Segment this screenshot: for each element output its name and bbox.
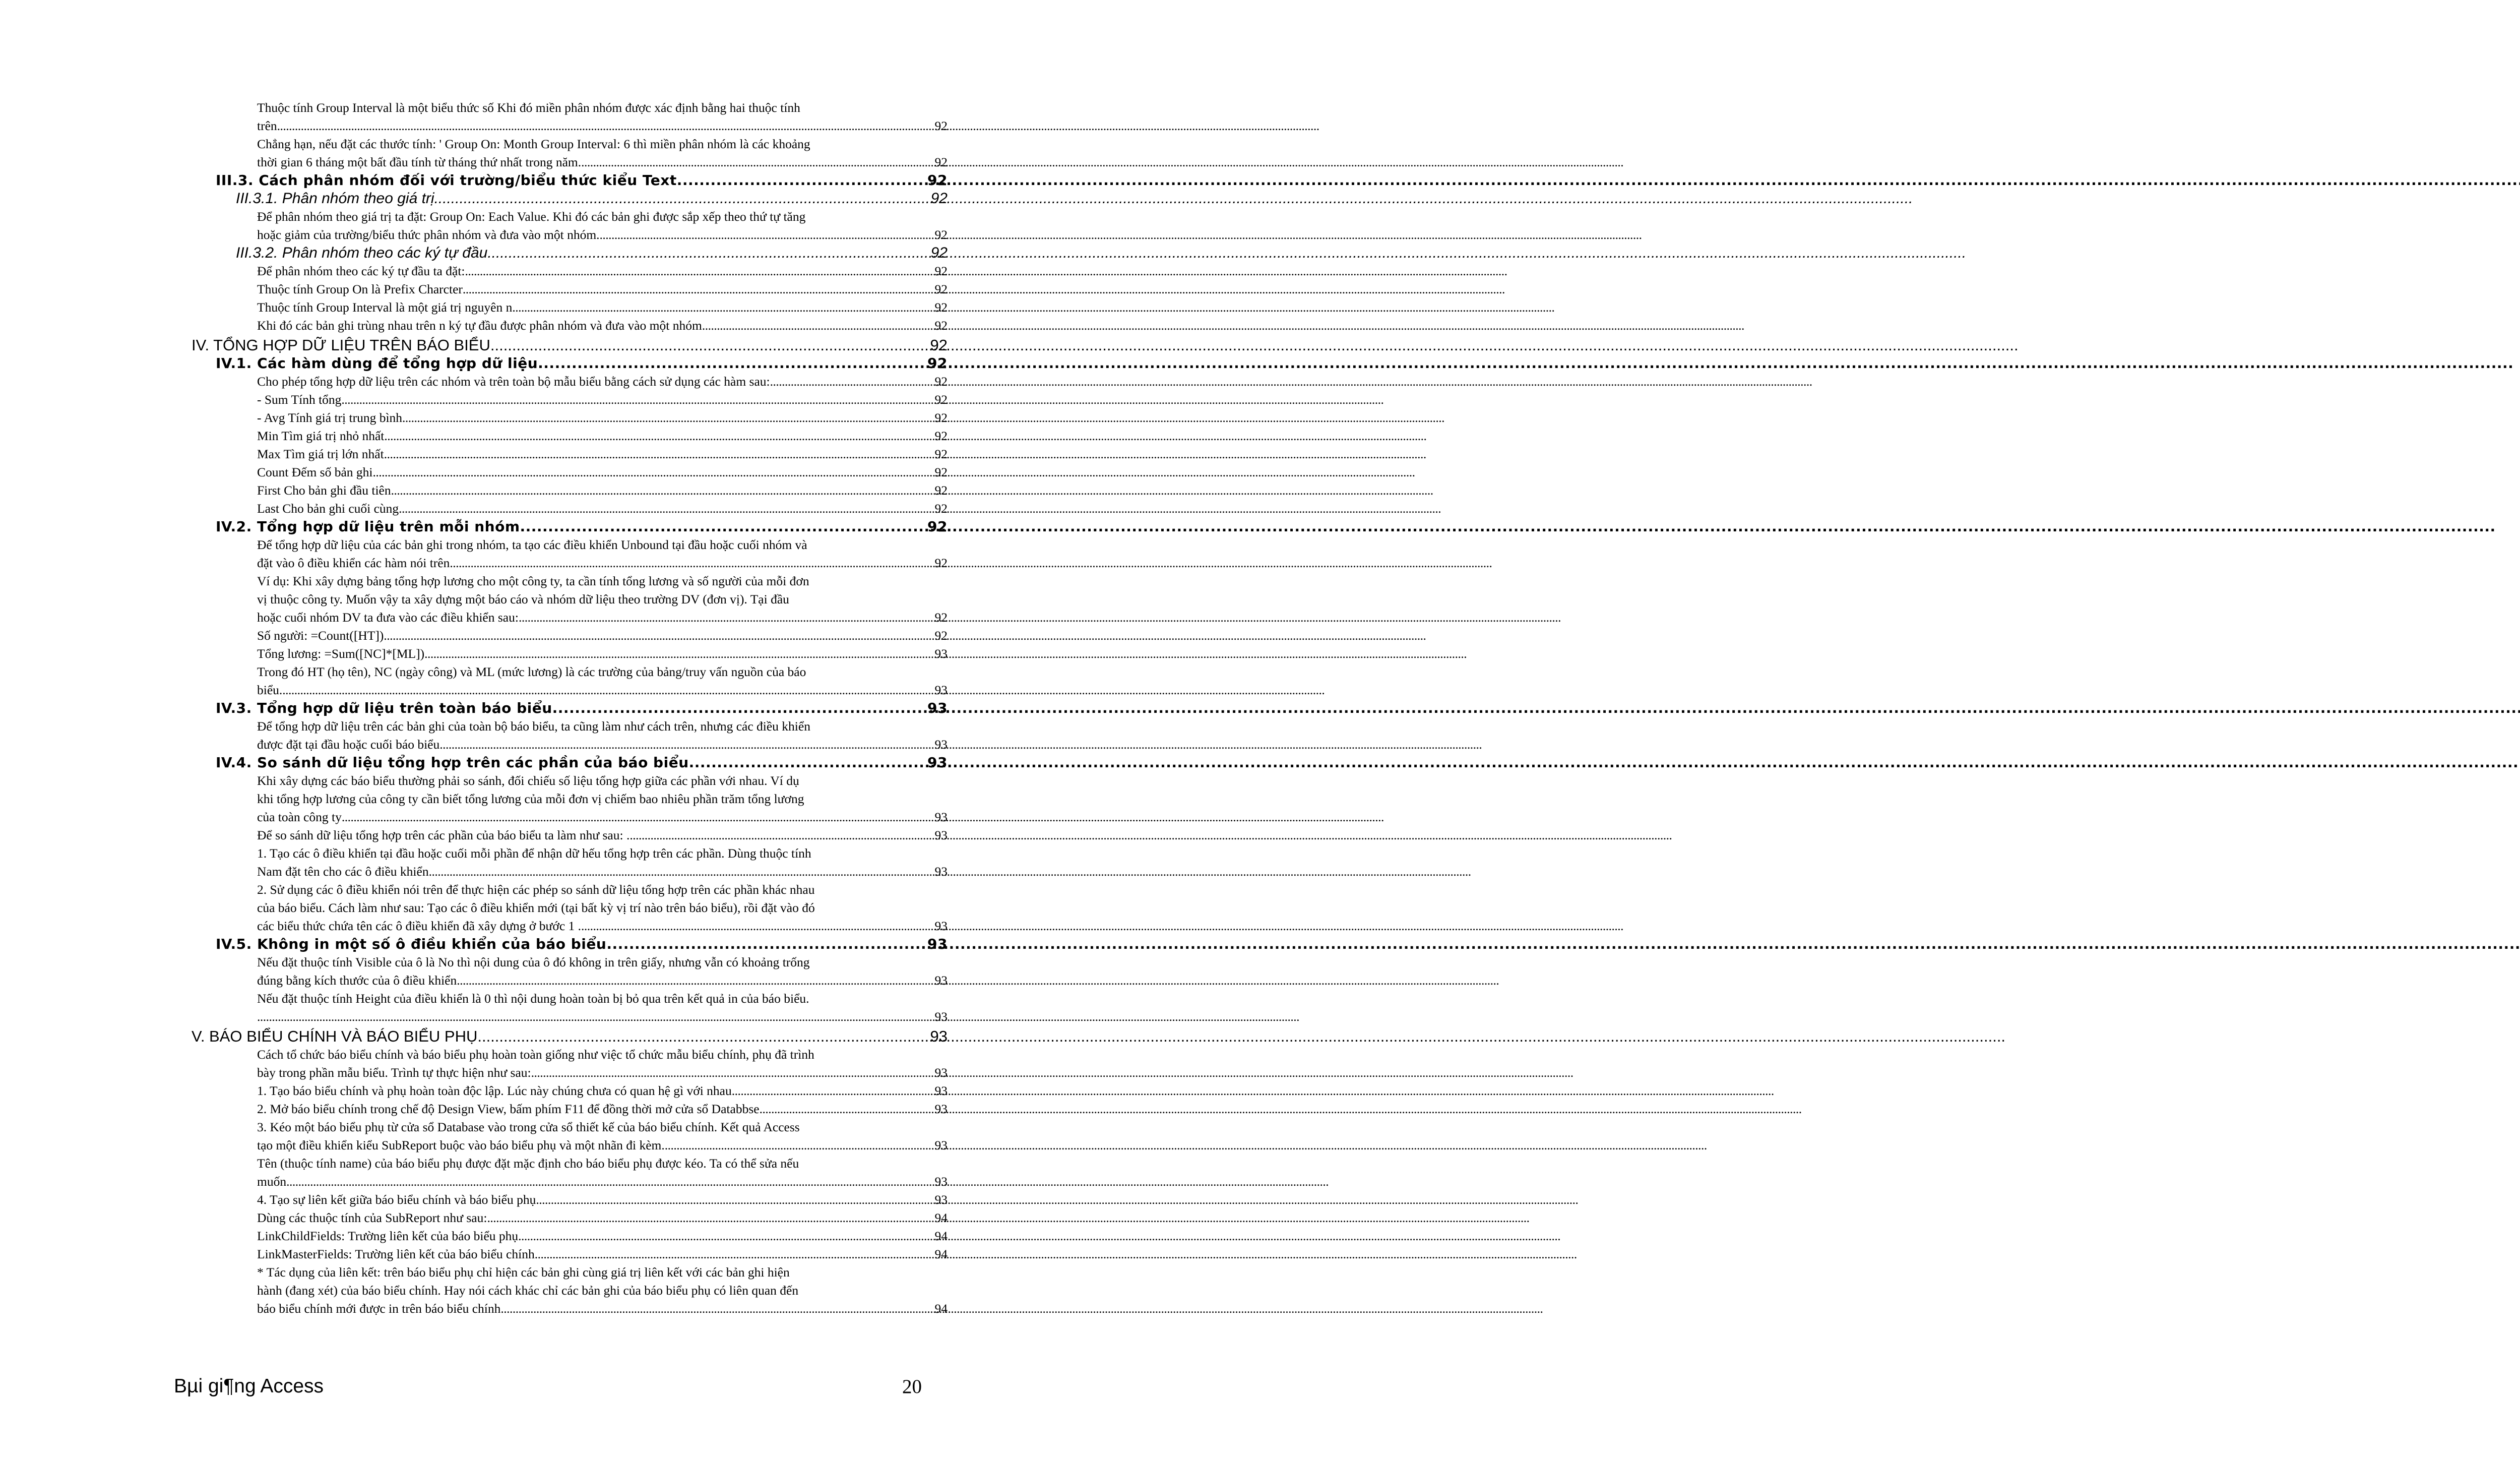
toc-entry-text: đúng bằng kích thước của ô điều khiển: [257, 973, 457, 988]
toc-entry-text: Khi đó các bản ghi trùng nhau trên n ký tự đầu được phân nhóm và đưa vào một nhóm: [257, 318, 702, 333]
dot-leader: [487, 1209, 934, 1227]
toc-page-number: 93: [934, 1065, 948, 1080]
toc-entry: [192, 754, 948, 772]
toc-page-number: 92: [930, 336, 948, 354]
toc-entry: [192, 935, 948, 953]
dot-leader: [518, 1227, 934, 1245]
toc-page-number: 92: [934, 282, 948, 296]
toc-entry-text: hoặc cuối nhóm DV ta đưa vào các điều khiển sau:: [257, 610, 519, 625]
toc-entry-text: của báo biểu. Cách làm như sau: Tạo các ô điều khiển mới (tại bất kỳ vị trí nào trên báo biểu), rồi đặt vào đó: [257, 900, 815, 915]
toc-page-number: 92: [927, 355, 948, 372]
dot-leader: [439, 736, 934, 754]
dot-leader: [581, 153, 934, 171]
toc-entry-text: IV.1. Các hàm dùng để tổng hợp dữ liệu: [216, 355, 538, 372]
dot-leader: [531, 1064, 935, 1082]
dot-leader: [341, 391, 934, 409]
toc-page-number: 92: [934, 556, 948, 570]
toc-entry-text: báo biểu chính mới được in trên báo biểu chính: [257, 1301, 501, 1316]
toc-entry-text: Cho phép tổng hợp dữ liệu trên các nhóm và trên toàn bộ mẫu biểu bằng cách sử dụng các hàm sau:: [257, 374, 770, 389]
toc-entry-text: Dùng các thuộc tính của SubReport như sau:: [257, 1210, 487, 1225]
toc-page-number: 93: [934, 973, 948, 988]
dot-leader: [600, 226, 935, 244]
dot-leader: [536, 1191, 934, 1209]
dot-leader: [277, 117, 935, 135]
toc-entry: [192, 409, 948, 427]
toc-page-number: 92: [934, 264, 948, 278]
dot-leader: [535, 1245, 935, 1263]
toc-page-number: 92: [934, 447, 948, 461]
toc-page-number: 93: [934, 1083, 948, 1098]
toc-entry-text: Trong đó HT (họ tên), NC (ngày công) và ML (mức lương) là các trường của bảng/truy vấn nguồn của báo: [257, 664, 806, 679]
toc-entry: [192, 699, 948, 717]
toc-entry: [192, 373, 948, 391]
toc-entry-text: Chẳng hạn, nếu đặt các thước tính: ' Group On: Month Group Interval: 6 thì miền phân nhóm là các khoảng: [257, 137, 810, 151]
toc-entry-text: Tên (thuộc tính name) của báo biểu phụ được đặt mặc định cho báo biểu phụ được kéo. Ta có thể sửa nếu: [257, 1156, 799, 1171]
toc-page-number: 92: [934, 392, 948, 407]
toc-entry-text: 3. Kéo một báo biểu phụ từ cửa sổ Database vào trong cửa sổ thiết kế của báo biểu chính. Kết quả Access: [257, 1120, 800, 1134]
toc-entry-text: muốn: [257, 1174, 287, 1189]
dot-leader: [286, 1173, 934, 1191]
dot-leader: [538, 354, 927, 373]
table-of-contents: [192, 99, 948, 1318]
dot-leader: [665, 1136, 935, 1154]
toc-entry-text: IV.2. Tổng hợp dữ liệu trên mỗi nhóm: [216, 518, 520, 535]
toc-entry-text: 1. Tạo các ô điều khiển tại đầu hoặc cuối mỗi phần để nhận dữ hếu tổng hợp trên các phần. Dùng thuộc tính: [257, 846, 811, 861]
toc-entry-text: Khi xây dựng các báo biểu thường phải so sánh, đối chiếu số liệu tổng hợp giữa các phần với nhau. Ví dụ: [257, 773, 799, 788]
toc-page-number: 92: [934, 410, 948, 425]
toc-entry-text: của toàn công ty: [257, 810, 342, 824]
toc-entry-text: Count Đếm số bản ghi: [257, 465, 373, 479]
toc-page-number: 92: [934, 227, 948, 242]
dot-leader: [677, 171, 927, 190]
toc-entry-text: bày trong phần mẫu biểu. Trình tự thực hiện như sau:: [257, 1065, 531, 1080]
toc-entry-text: IV.3. Tổng hợp dữ liệu trên toàn báo biểu: [216, 700, 552, 716]
toc-page-number: 92: [930, 190, 948, 207]
toc-entry-text: III.3.2. Phân nhóm theo các ký tự đầu: [236, 245, 488, 261]
dot-leader: [384, 627, 934, 645]
toc-page-number: 93: [927, 754, 948, 771]
toc-page-number: 93: [934, 919, 948, 933]
toc-page-number: 92: [934, 465, 948, 479]
toc-entry-text: Max Tìm giá trị lớn nhất: [257, 447, 384, 461]
toc-entry: [192, 627, 948, 645]
dot-leader: [282, 681, 934, 699]
toc-entry: [192, 518, 948, 536]
toc-entry: [192, 1100, 948, 1118]
toc-entry: [192, 1082, 948, 1100]
toc-entry: [192, 336, 948, 354]
toc-entry-text: III.3.1. Phân nhóm theo giá trị: [236, 190, 434, 207]
toc-page-number: 92: [934, 483, 948, 498]
toc-entry-text: hành (đang xét) của báo biểu chính. Hay nói cách khác chỉ các bản ghi của báo biểu phụ có liên quan đến: [257, 1283, 799, 1298]
dot-leader: [487, 244, 930, 262]
toc-entry-text: - Avg Tính giá trị trung bình: [257, 410, 403, 425]
toc-entry: [192, 536, 948, 572]
toc-page-number: 93: [934, 1009, 948, 1024]
toc-entry-text: khi tổng hợp lương của công ty cần biết tổng lương của mỗi đơn vị chiếm bao nhiêu phần trăm tổng lương: [257, 792, 804, 806]
dot-leader: [429, 863, 935, 881]
toc-entry: [192, 772, 948, 826]
dot-leader: [519, 608, 935, 627]
toc-page-number: 94: [934, 1210, 948, 1225]
toc-entry: [192, 317, 948, 335]
dot-leader: [512, 298, 934, 317]
toc-page-number: 92: [934, 628, 948, 643]
toc-entry: [192, 1118, 948, 1154]
toc-entry-text: đặt vào ô điều khiển các hàm nói trên: [257, 556, 450, 570]
dot-leader: [384, 445, 935, 463]
toc-page-number: 92: [934, 501, 948, 516]
toc-entry: [192, 1191, 948, 1209]
toc-entry: [192, 826, 948, 844]
dot-leader: [257, 1008, 935, 1026]
toc-entry: [192, 881, 948, 935]
toc-entry: [192, 244, 948, 262]
toc-page-number: 92: [934, 610, 948, 625]
toc-entry: [192, 1227, 948, 1245]
toc-entry-text: Thuộc tính Group Interval là một biểu thức số Khi đó miền phân nhóm được xác định bằng hai thuộc tính: [257, 100, 800, 115]
toc-entry-text: - Sum Tính tổng: [257, 392, 342, 407]
toc-entry: [192, 262, 948, 280]
toc-entry-text: Last Cho bản ghi cuối cùng: [257, 501, 399, 516]
footer-title: Bµi gi¶ng Access: [174, 1375, 324, 1397]
toc-entry: [192, 717, 948, 754]
toc-entry-text: các biểu thức chứa tên các ô điều khiển đã xây dựng ở bước 1 .: [257, 919, 582, 933]
toc-entry: [192, 663, 948, 699]
toc-entry: [192, 1154, 948, 1191]
toc-entry-text: V. BÁO BIỂU CHÍNH VÀ BÁO BIỂU PHỤ: [192, 1027, 478, 1045]
toc-entry-text: IV.4. So sánh dữ liệu tổng hợp trên các phần của báo biểu: [216, 754, 689, 771]
toc-entry-text: Nếu đặt thuộc tính Height của điều khiển là 0 thì nội dung hoàn toàn bị bỏ qua trên kết quả in của báo biểu.: [257, 991, 809, 1006]
toc-page-number: 93: [934, 646, 948, 661]
dot-leader: [770, 373, 935, 391]
toc-entry: [192, 990, 948, 1026]
toc-entry-text: LinkChildFields: Trường liên kết của báo biểu phụ: [257, 1229, 519, 1243]
toc-entry: [192, 463, 948, 481]
toc-entry: [192, 1027, 948, 1046]
dot-leader: [342, 808, 935, 826]
toc-entry-text: Để phân nhóm theo giá trị ta đặt: Group On: Each Value. Khi đó các bản ghi được sắp xếp theo thứ tự tăng: [257, 209, 806, 224]
toc-entry-text: Ví dụ: Khi xây dựng bảng tổng hợp lương cho một công ty, ta cần tính tổng lương và số người của mỗi đơn: [257, 574, 809, 588]
toc-page-number: 92: [934, 118, 948, 133]
dot-leader: [373, 463, 935, 481]
dot-leader: [450, 554, 934, 572]
dot-leader: [500, 1300, 934, 1318]
toc-entry: [192, 171, 948, 190]
toc-entry: [192, 298, 948, 317]
toc-entry: [192, 572, 948, 627]
toc-page-number: 93: [927, 700, 948, 716]
toc-page-number: 93: [934, 1138, 948, 1152]
toc-entry-text: Nếu đặt thuộc tính Visible của ô là No thì nội dung của ô đó không in trên giấy, nhưng vẫn có khoảng trống: [257, 955, 810, 969]
toc-entry: [192, 1209, 948, 1227]
dot-leader: [457, 971, 934, 990]
toc-entry: [192, 190, 948, 208]
dot-leader: [552, 699, 927, 717]
toc-entry-text: LinkMasterFields: Trường liên kết của báo biểu chính: [257, 1247, 535, 1261]
toc-entry-text: Thuộc tính Group Interval là một giá trị nguyên n: [257, 300, 513, 315]
toc-entry-text: Để so sánh dữ liệu tổng hợp trên các phần của báo biểu ta làm như sau: .: [257, 828, 630, 842]
toc-entry-text: trên: [257, 118, 277, 133]
toc-entry: [192, 99, 948, 135]
toc-entry-text: First Cho bản ghi đầu tiên: [257, 483, 391, 498]
toc-entry: [192, 500, 948, 518]
toc-page-number: 93: [934, 810, 948, 824]
footer-page-number: 20: [902, 1376, 922, 1397]
toc-entry-text: Cách tổ chức báo biểu chính và báo biểu phụ hoàn toàn giống như việc tổ chức mẫu biểu chính, phụ đã trình: [257, 1047, 814, 1062]
toc-entry-text: Thuộc tính Group On là Prefix Charcter: [257, 282, 463, 296]
toc-entry-text: III.3. Cách phân nhóm đối với trường/biểu thức kiểu Text: [216, 172, 677, 189]
dot-leader: [606, 935, 927, 953]
toc-page-number: 92: [934, 155, 948, 169]
dot-leader: [702, 317, 935, 335]
toc-page-number: 93: [934, 1174, 948, 1189]
toc-entry-text: Để tổng hợp dữ liệu trên các bản ghi của toàn bộ báo biểu, ta cũng làm như cách trên, nhưng các điều khiển: [257, 719, 810, 734]
dot-leader: [732, 1082, 935, 1100]
toc-entry: [192, 391, 948, 409]
toc-page-number: 92: [934, 374, 948, 389]
toc-page-number: 92: [927, 518, 948, 535]
dot-leader: [520, 518, 928, 536]
dot-leader: [402, 409, 934, 427]
toc-entry-text: biểu.: [257, 683, 283, 697]
toc-entry: [192, 1245, 948, 1263]
dot-leader: [477, 1027, 930, 1046]
toc-page-number: 92: [934, 300, 948, 315]
toc-entry: [192, 1263, 948, 1318]
toc-entry: [192, 427, 948, 445]
toc-entry-text: IV.5. Không in một số ô điều khiển của báo biểu: [216, 936, 607, 952]
toc-page-number: 92: [927, 172, 948, 189]
dot-leader: [760, 1100, 935, 1118]
toc-page-number: 93: [934, 864, 948, 879]
toc-entry-text: Để phân nhóm theo các ký tự đầu ta đặt:: [257, 264, 465, 278]
toc-page-number: 94: [934, 1301, 948, 1316]
toc-entry: [192, 1046, 948, 1082]
toc-entry-text: tạo một điều khiển kiểu SubReport buộc vào báo biểu phụ và một nhãn đi kèm.: [257, 1138, 665, 1152]
toc-entry: [192, 354, 948, 373]
toc-entry: [192, 280, 948, 298]
toc-page-number: 93: [934, 1102, 948, 1116]
toc-entry-text: vị thuộc công ty. Muốn vậy ta xây dựng một báo cáo và nhóm dữ liệu theo trường DV (đơn vị). Tại đầu: [257, 592, 789, 606]
toc-entry-text: Để tổng hợp dữ liệu của các bản ghi trong nhóm, ta tạo các điều khiển Unbound tại đầu hoặc cuối nhóm và: [257, 537, 807, 552]
toc-page-number: 93: [927, 936, 948, 952]
toc-entry: [192, 481, 948, 500]
dot-leader: [629, 826, 934, 844]
dot-leader: [434, 190, 931, 208]
toc-entry: [192, 208, 948, 244]
toc-page-number: 92: [934, 318, 948, 333]
dot-leader: [399, 500, 934, 518]
toc-page-number: 93: [930, 1027, 948, 1045]
dot-leader: [490, 336, 930, 354]
toc-entry-text: IV. TỔNG HỢP DỮ LIỆU TRÊN BÁO BIỂU: [192, 336, 490, 354]
toc-entry-text: Số người: =Count([HT]): [257, 628, 384, 643]
toc-entry-text: thời gian 6 tháng một bất đầu tính từ tháng thứ nhất trong năm.: [257, 155, 582, 169]
dot-leader: [424, 645, 934, 663]
dot-leader: [463, 280, 935, 298]
toc-entry: [192, 953, 948, 990]
toc-page-number: 93: [934, 683, 948, 697]
toc-entry-text: hoặc giảm của trường/biểu thức phân nhóm và đưa vào một nhóm.: [257, 227, 600, 242]
toc-entry-text: được đặt tại đầu hoặc cuối báo biểu: [257, 737, 440, 752]
toc-page-number: 92: [930, 245, 948, 261]
dot-leader: [581, 917, 934, 935]
toc-entry-text: 2. Mở báo biểu chính trong chế độ Design View, bấm phím F11 để đồng thời mở cửa sổ Databbse: [257, 1102, 760, 1116]
toc-entry-text: Tổng lương: =Sum([NC]*[ML]): [257, 646, 425, 661]
toc-page-number: 93: [934, 737, 948, 752]
toc-entry-text: 2. Sử dụng các ô điều khiển nói trên để thực hiện các phép so sánh dữ liệu tổng hợp trên các phần khác nhau: [257, 882, 815, 897]
toc-entry-text: Nam đặt tên cho các ô điều khiển: [257, 864, 429, 879]
dot-leader: [391, 481, 935, 500]
dot-leader: [689, 754, 927, 772]
toc-entry-text: 4. Tạo sự liên kết giữa báo biểu chính và báo biểu phụ: [257, 1192, 536, 1207]
toc-entry: [192, 645, 948, 663]
toc-entry-text: 1. Tạo báo biểu chính và phụ hoàn toàn độc lập. Lúc này chúng chưa có quan hệ gì với nhau: [257, 1083, 732, 1098]
toc-page-number: 93: [934, 1192, 948, 1207]
toc-page-number: 92: [934, 429, 948, 443]
toc-page-number: 94: [934, 1229, 948, 1243]
toc-entry: [192, 844, 948, 881]
toc-entry-text: Min Tìm giá trị nhỏ nhất: [257, 429, 385, 443]
toc-entry: [192, 445, 948, 463]
toc-page-number: 93: [934, 828, 948, 842]
dot-leader: [384, 427, 934, 445]
toc-page-number: 94: [934, 1247, 948, 1261]
toc-entry: [192, 135, 948, 171]
dot-leader: [465, 262, 934, 280]
toc-entry-text: * Tác dụng của liên kết: trên báo biểu phụ chỉ hiện các bản ghi cùng giá trị liên kết với các bản ghi hiện: [257, 1265, 790, 1280]
